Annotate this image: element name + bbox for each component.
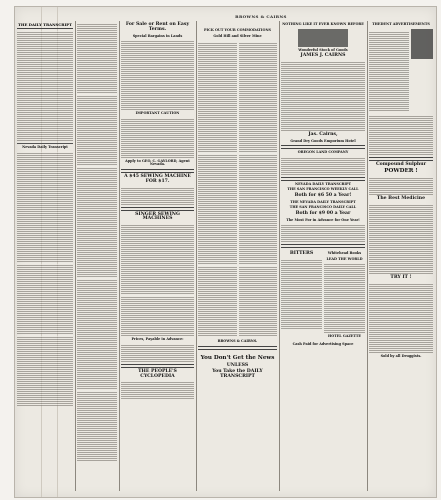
ad-title: THE PEOPLE'S CYCLOPEDIA [138,368,177,379]
ad-title: NEVADA DAILY TRANSCRIPT [294,181,352,186]
text-block [77,167,117,277]
ad-title: Whitehead Books [327,251,362,256]
ad-title: THE SAN FRANCISCO WEEKLY CALL [287,187,359,192]
price-line: Both for $6 50 a Year! [294,193,352,198]
ad-contact: Apply to GEO. C. GAYLORD, Agent Nevada. [125,158,190,167]
ad-title: BITTERS [289,251,314,257]
section-title: PICK OUT YOUR COMMODATIONS [203,28,271,32]
ad-title: A $45 SEWING MACHINE FOR $17. [124,173,191,184]
ad-subtitle: The Most For in Advance for One Year! [286,217,360,222]
two-column-ads [281,250,365,341]
text-block [121,224,194,294]
text-block [17,336,73,406]
text-block [121,118,194,158]
column-rule [119,21,120,491]
promo-line: You Take the DAILY TRANSCRIPT [212,369,263,380]
section-subtitle: Gold Hill and Silver Mine [213,33,262,38]
ad-title: THEDENT ADVERTISEMENTS [372,22,430,26]
promo-line: You Don't Get the News [200,354,275,361]
ad-title: TRY IT ! [390,275,412,281]
text-block [77,23,117,93]
column-5 [281,21,365,491]
text-block [281,157,365,175]
column-3 [121,21,194,491]
ad-title: The Best Medicine [376,196,426,202]
ad-subtitle: Prices, Payable in Advance: [131,337,184,342]
text-block [121,381,194,399]
text-block [77,95,117,165]
two-column-listing [198,40,277,338]
column-rule [367,21,368,491]
text-block [281,61,365,131]
ad-title: POWDER ! [384,168,418,175]
text-block [17,31,73,141]
ad-name: Jas. Cairns, [308,131,338,137]
ad-title: Compound Sulphur [375,161,427,167]
ad-title: HOTEL GAZETTE [328,334,361,339]
promo-line: UNLESS [226,362,249,368]
newspaper-page [14,6,437,498]
section-footer: BROWNS & CAIRNS. [217,339,258,344]
column-1 [17,21,73,491]
column-rule [196,21,197,491]
text-block [121,344,194,362]
price-line: Both for $9 00 a Year [295,210,351,216]
text-block [121,187,194,205]
text-block [17,264,73,334]
masthead-text: BROWNS & CAIRNS [235,14,287,19]
column-2 [77,21,117,491]
ad-subtitle: IMPORTANT CAUTION [135,111,180,116]
ad-subtitle: Grand Dry Goods Emporium Hotel [290,138,356,143]
ad-title: THE NEVADA DAILY TRANSCRIPT [290,199,356,204]
text-block [121,296,194,336]
ad-subtitle: LEAD THE WORLD [326,256,363,261]
ad-title: THE SAN FRANCISCO DAILY CALL [289,205,357,210]
text-block [121,40,194,110]
portrait-image [411,29,433,59]
ad-footer: Cash Paid for Advertising Space [292,342,354,346]
col1-subhead: Nevada Daily Transcript [22,145,68,149]
ad-footer: Sold by all Druggists. [380,353,422,358]
ad-subtitle: Wonderful Stock of Goods [298,47,348,52]
ad-subtitle: Special Bargains in Lands [132,33,183,38]
column-rule [279,21,280,491]
ad-title: For Sale or Rent on Easy Terms. [125,22,190,32]
text-block [281,224,365,242]
text-block [77,391,117,461]
ad-name: JAMES J. CAIRNS [300,53,346,59]
ad-title: OREGON LAND COMPANY [297,150,349,155]
col1-header: THE DAILY TRANSCRIPT [18,22,72,27]
engraving-image [298,29,348,47]
ad-title: NOTHING LIKE IT EVER KNOWN BEFORE [282,22,364,26]
text-block [17,152,73,262]
text-block [77,279,117,389]
column-6 [369,21,433,491]
column-4 [198,21,277,491]
ad-title: SINGER SEWING MACHINES [135,211,180,222]
column-rule [75,21,76,491]
